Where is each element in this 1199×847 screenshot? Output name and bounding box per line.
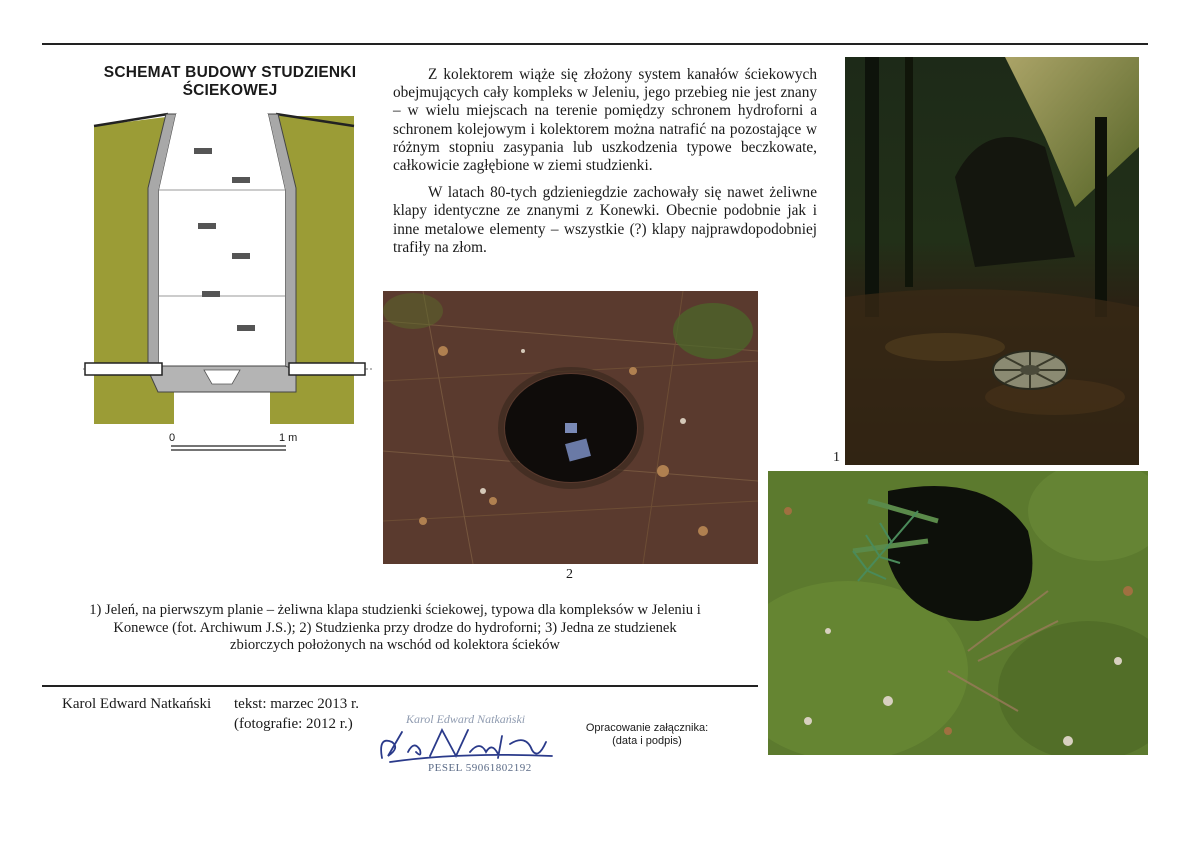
stamp-pesel: PESEL 59061802192 [428, 762, 532, 774]
photo-date: (fotografie: 2012 r.) [234, 716, 353, 732]
ladder-rung [202, 291, 220, 297]
photo-2-well-by-road [383, 291, 758, 564]
photo-1-forest [845, 57, 1139, 465]
paragraph-1: Z kolektorem wiąże się złożony system kanałów ściekowych obejmujących cały kompleks w Jeleniu, jego przebieg nie jest znany – w wielu miejscach na terenie pomiędzy schronem hydroforni a schronem kolejowym i kolektorem można natrafić na pozostające w różnym stopniu zasypania lub uszkodzenia typowe beczkowate, całkowicie zagłębione w ziemi studzienki. [393, 66, 817, 175]
ladder-rung [198, 223, 216, 229]
well-interior [159, 114, 285, 370]
well-cross-section-diagram [82, 108, 372, 458]
scale-start-label: 0 [169, 432, 176, 444]
paragraph-2: W latach 80-tych gdzieniegdzie zachowały się nawet żeliwne klapy identyczne ze znanymi z Konewki. Obecnie podobnie jak i inne metalowe elementy – wszystkie (?) klapy najprawdopodobniej trafiły na złom. [393, 184, 817, 256]
diagram-title: SCHEMAT BUDOWY STUDZIENKI ŚCIEKOWEJ [103, 64, 357, 99]
body-text [393, 66, 817, 266]
scale-end-label: 1 m [279, 432, 298, 444]
ladder-rung [232, 177, 250, 183]
top-rule [42, 43, 1148, 45]
photo-2-number: 2 [566, 567, 573, 582]
pipe-right [289, 363, 365, 375]
stamp-name: Karol Edward Natkański [406, 712, 526, 726]
text-date: tekst: marzec 2013 r. [234, 696, 359, 712]
prepared-by-label: Opracowanie załącznika: (data i podpis) [585, 722, 709, 747]
ladder-rung [232, 253, 250, 259]
scale-bar [170, 445, 290, 453]
author-name: Karol Edward Natkański [62, 696, 212, 712]
photo-caption: 1) Jeleń, na pierwszym planie – żeliwna klapa studzienki ściekowej, typowa dla kompleksów w Jeleniu i Konewce (fot. Archiwum J.S.); 2) Studzienka przy drodze do hydroforni; 3) Jedna ze studzienek zbiorczych położonych na wschód od kolektora ścieków [89, 602, 701, 653]
photo-1-number: 1 [833, 450, 840, 465]
ladder-rung [194, 148, 212, 154]
pipe-left [85, 363, 162, 375]
footer-rule [42, 685, 758, 687]
ladder-rung [237, 325, 255, 331]
photo-3-collector-well [768, 471, 1148, 755]
